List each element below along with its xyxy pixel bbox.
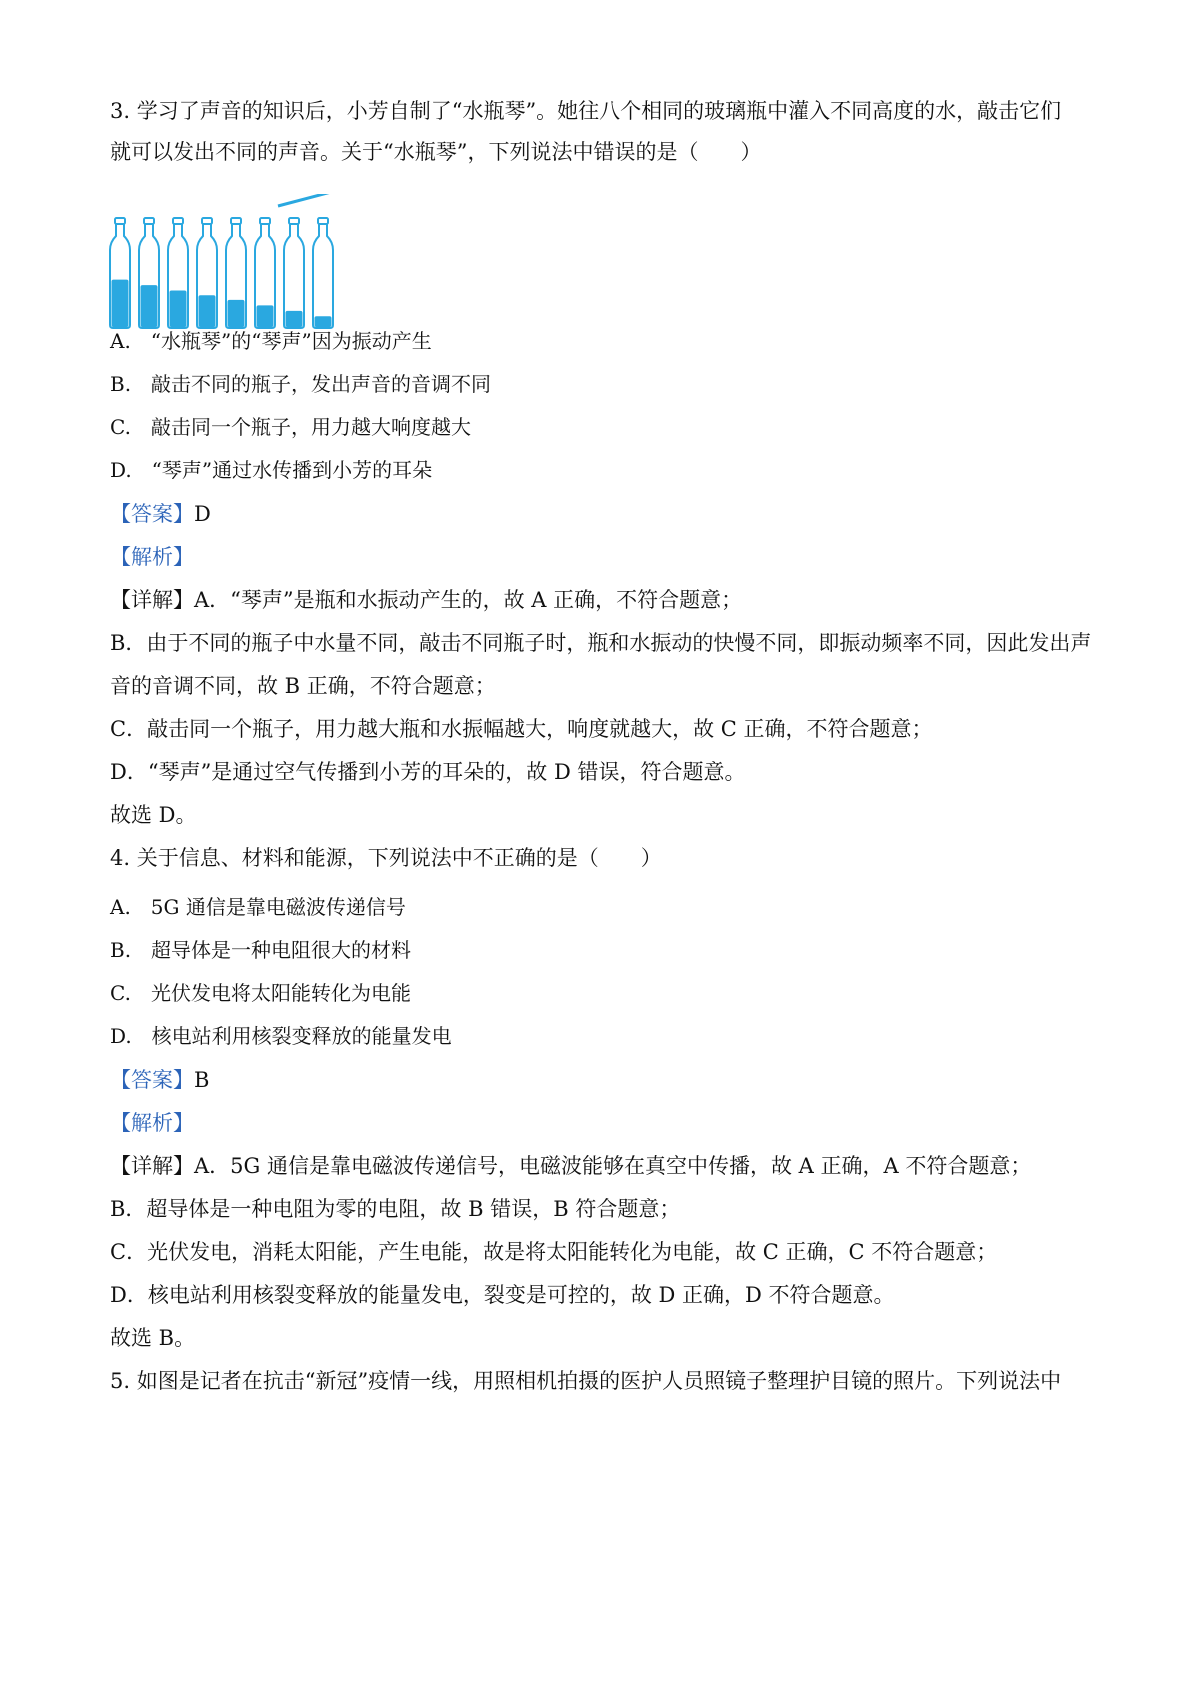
q3-answer-label: 【答案】 xyxy=(110,502,194,526)
bottle-water-4 xyxy=(199,295,216,327)
q5-stem-line1: 5. 如图是记者在抗击“新冠”疫情一线，用照相机拍摄的医护人员照镜子整理护目镜的照片。下列说法中 xyxy=(110,1369,1062,1393)
bottle-cap-1 xyxy=(115,218,125,224)
q3-option-a: A. “水瓶琴”的“琴声”因为振动产生 xyxy=(110,329,432,353)
bottle-cap-5 xyxy=(231,218,241,224)
bottle-water-6 xyxy=(257,305,274,327)
bottle-outline-8 xyxy=(313,224,333,328)
q3-detail-text-0: A．“琴声”是瓶和水振动产生的，故 A 正确，不符合题意； xyxy=(194,588,743,612)
q4-option-c: C. 光伏发电将太阳能转化为电能 xyxy=(110,981,411,1005)
q3-detail-line-2: 音的音调不同，故 B 正确，不符合题意； xyxy=(110,674,496,698)
q4-detail-line-2: C．光伏发电，消耗太阳能，产生电能，故是将太阳能转化为电能，故 C 正确，C 不符合题意； xyxy=(110,1240,998,1264)
q3-detail-line-0 xyxy=(110,585,742,615)
q3-detail-line-4: D．“琴声”是通过空气传播到小芳的耳朵的，故 D 错误，符合题意。 xyxy=(110,760,746,784)
q3-option-c: C. 敲击同一个瓶子，用力越大响度越大 xyxy=(110,415,471,439)
q4-option-b: B. 超导体是一种电阻很大的材料 xyxy=(110,938,412,962)
bottle-cap-7 xyxy=(289,218,299,224)
q3-stem-line2: 就可以发出不同的声音。关于“水瓶琴”，下列说法中错误的是（ ） xyxy=(110,140,762,164)
bottle-water-1 xyxy=(112,280,129,327)
q4-analysis-label xyxy=(110,1108,194,1138)
bottle-8 xyxy=(313,218,333,328)
bottle-1 xyxy=(110,218,130,328)
q4-detail-line-0 xyxy=(110,1151,1031,1181)
q3-answer-value: D xyxy=(194,502,211,526)
bottle-water-2 xyxy=(141,285,158,327)
q4-option-d: D. 核电站利用核裂变释放的能量发电 xyxy=(110,1024,452,1048)
q4-answer-value: B xyxy=(194,1068,210,1092)
q4-detail-line-3: D．核电站利用核裂变释放的能量发电，裂变是可控的，故 D 正确，D 不符合题意。 xyxy=(110,1283,895,1307)
bottle-water-5 xyxy=(228,300,245,327)
q3-option-b: B. 敲击不同的瓶子，发出声音的音调不同 xyxy=(110,372,492,396)
q3-detail-line-3: C．敲击同一个瓶子，用力越大瓶和水振幅越大，响度就越大，故 C 正确，不符合题意； xyxy=(110,717,933,741)
q4-detail-label: 【详解】 xyxy=(110,1154,194,1178)
bottle-3 xyxy=(168,218,188,328)
q3-analysis-tag: 【解析】 xyxy=(110,545,194,569)
q4-detail-line-1: B．超导体是一种电阻为零的电阻，故 B 错误，B 符合题意； xyxy=(110,1197,681,1221)
q4-option-a: A. 5G 通信是靠电磁波传递信号 xyxy=(110,895,406,919)
q3-stem-line1: 3. 学习了声音的知识后，小芳自制了“水瓶琴”。她往八个相同的玻璃瓶中灌入不同高度的水，敲击它们 xyxy=(110,99,1062,123)
q4-conclusion: 故选 B。 xyxy=(110,1326,196,1350)
q3-detail-line-1: B．由于不同的瓶子中水量不同，敲击不同瓶子时，瓶和水振动的快慢不同，即振动频率不同，因此发出声 xyxy=(110,631,1092,655)
bottle-4 xyxy=(197,218,217,328)
q3-answer xyxy=(110,499,211,529)
bottle-cap-2 xyxy=(144,218,154,224)
bottle-cap-3 xyxy=(173,218,183,224)
q3-detail-label: 【详解】 xyxy=(110,588,194,612)
q4-stem: 4. 关于信息、材料和能源，下列说法中不正确的是（ ） xyxy=(110,846,662,870)
water-bottle-xylophone-figure xyxy=(108,194,388,332)
q4-analysis-tag: 【解析】 xyxy=(110,1111,194,1135)
q4-answer-label: 【答案】 xyxy=(110,1068,194,1092)
q3-analysis-label xyxy=(110,542,194,572)
bottle-cap-8 xyxy=(318,218,328,224)
bottle-water-3 xyxy=(170,291,187,327)
mallet-stick xyxy=(278,194,354,206)
bottle-2 xyxy=(139,218,159,328)
bottle-6 xyxy=(255,218,275,328)
q4-detail-text-0: A．5G 通信是靠电磁波传递信号，电磁波能够在真空中传播，故 A 正确，A 不符合题意； xyxy=(194,1154,1032,1178)
bottle-cap-6 xyxy=(260,218,270,224)
q4-answer xyxy=(110,1065,209,1095)
bottle-water-7 xyxy=(286,311,303,327)
bottle-7 xyxy=(284,218,304,328)
q3-conclusion: 故选 D。 xyxy=(110,803,197,827)
bottle-cap-4 xyxy=(202,218,212,224)
bottle-5 xyxy=(226,218,246,328)
q3-option-d: D. “琴声”通过水传播到小芳的耳朵 xyxy=(110,458,433,482)
